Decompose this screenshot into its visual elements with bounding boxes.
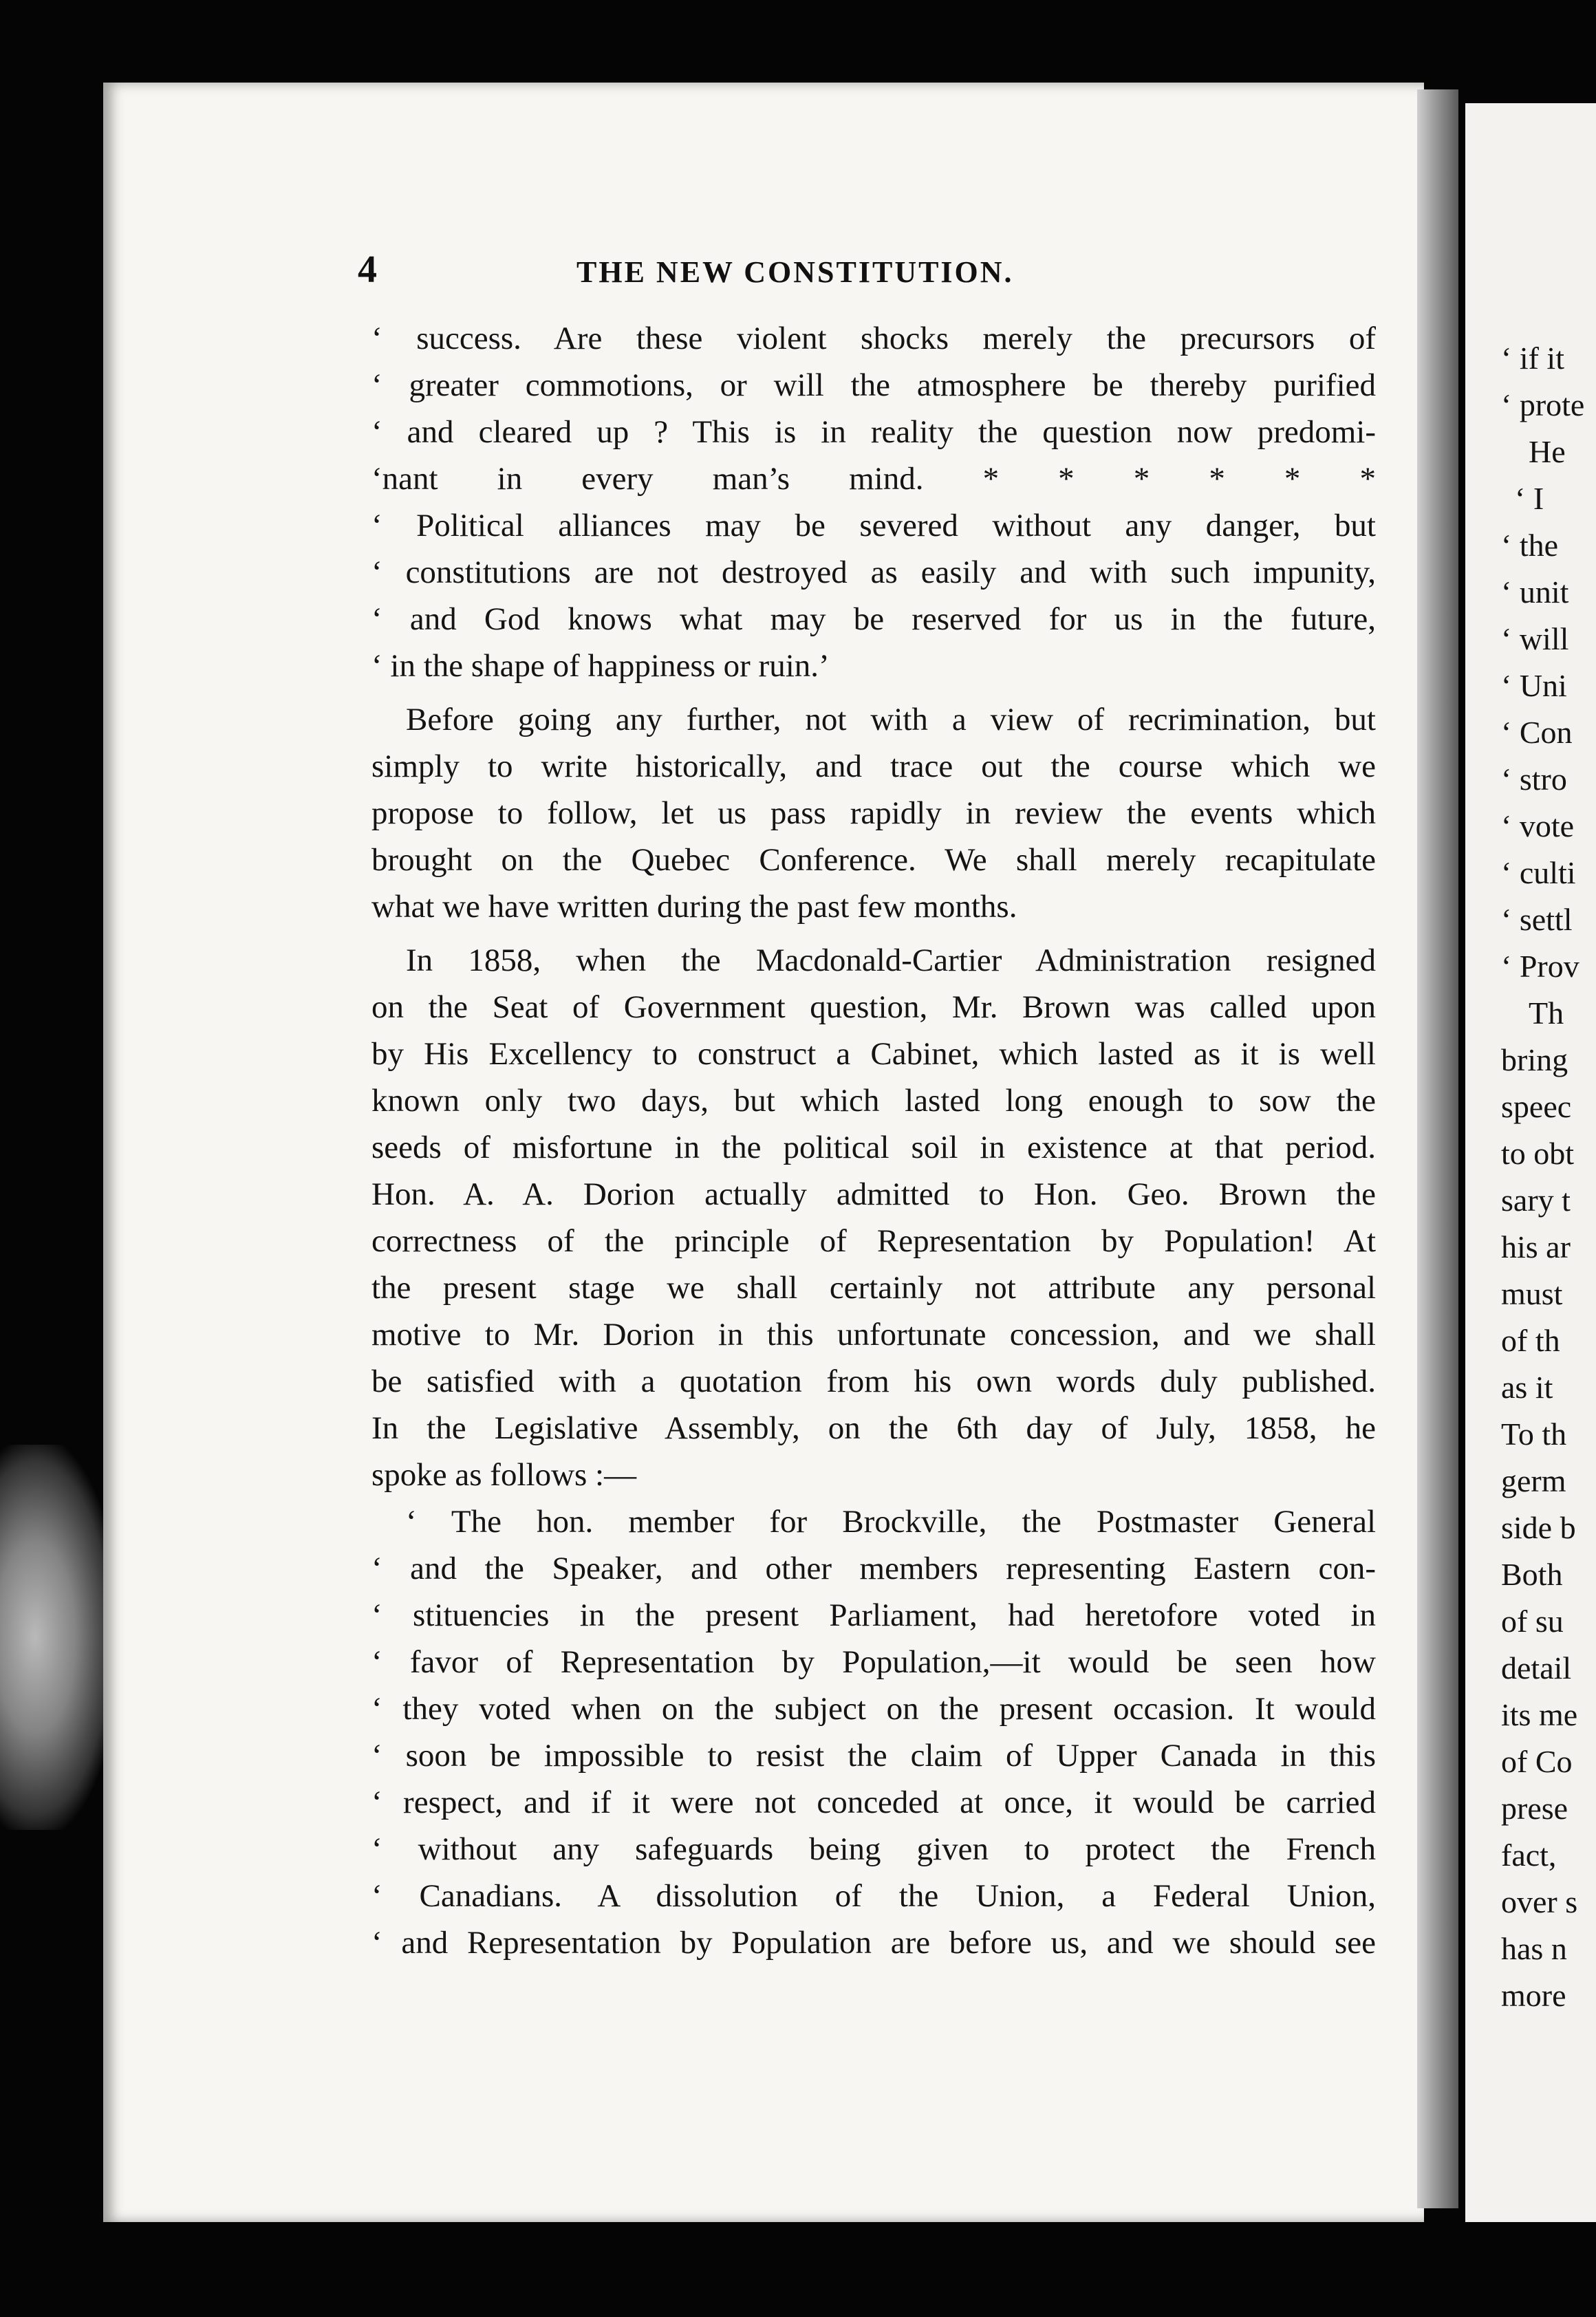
right-text-line: of su [1501,1604,1564,1639]
right-text-line: ‘ Uni [1501,668,1567,703]
text-line: ‘ The hon. member for Brockville, the Postmaster General [406,1504,1376,1540]
text-line: correctness of the principle of Representation by Population! At [371,1223,1376,1259]
text-line: the present stage we shall certainly not attribute any personal [371,1270,1376,1306]
right-text-line: prese [1501,1791,1568,1826]
right-text-line: ‘ I [1515,481,1544,516]
right-text-line: ‘ settl [1501,902,1573,937]
right-text-line: bring [1501,1042,1568,1077]
page-header [358,248,1403,292]
right-text-line: To th [1501,1416,1567,1452]
right-text-line: fact, [1501,1838,1557,1873]
text-line: ‘ constitutions are not destroyed as easily and with such impunity, [371,554,1376,590]
text-line: spoke as follows :— [371,1457,637,1493]
right-text-line: germ [1501,1463,1566,1498]
right-text-line: detail [1501,1650,1572,1685]
right-text-line: has n [1501,1931,1567,1966]
text-line: In the Legislative Assembly, on the 6th day of July, 1858, he [371,1410,1376,1446]
text-line: ‘ soon be impossible to resist the claim of Upper Canada in this [371,1738,1376,1774]
text-line: ‘ success. Are these violent shocks merely the precursors of [371,321,1376,356]
running-title: THE NEW CONSTITUTION. [576,255,1014,289]
text-line: ‘ and the Speaker, and other members representing Eastern con- [371,1551,1376,1586]
text-line: ‘ Canadians. A dissolution of the Union, a Federal Union, [371,1878,1376,1914]
text-line: ‘ they voted when on the subject on the present occasion. It would [371,1691,1376,1727]
right-text-line: ‘ Prov [1501,949,1579,984]
right-text-line: ‘ will [1501,621,1569,656]
right-page-text [1501,335,1596,2019]
right-text-line: ‘ unit [1501,574,1569,610]
text-line: ‘ and Representation by Population are before us, and we should see [371,1925,1376,1961]
text-line: seeds of misfortune in the political soil in existence at that period. [371,1130,1376,1165]
text-line: what we have written during the past few months. [371,889,1017,925]
text-line: ‘nant in every man’s mind. * * * * * * [371,461,1376,497]
right-text-line: ‘ if it [1501,341,1564,376]
text-line: known only two days, but which lasted long enough to sow the [371,1083,1376,1119]
right-text-line: Both [1501,1557,1563,1592]
right-text-line: ‘ Con [1501,715,1573,750]
text-line: ‘ and God knows what may be reserved for us in the future, [371,601,1376,637]
text-line: ‘ respect, and if it were not conceded at once, it would be carried [371,1785,1376,1820]
right-text-line: ‘ stro [1501,762,1567,797]
text-line: propose to follow, let us pass rapidly in review the events which [371,795,1376,831]
page-gutter-edge [1417,89,1458,2208]
right-text-line: ‘ prote [1501,387,1585,422]
text-line: simply to write historically, and trace out the course which we [371,748,1376,784]
text-line: ‘ without any safeguards being given to protect the French [371,1831,1376,1867]
text-line: by His Excellency to construct a Cabinet, which lasted as it is well [371,1036,1376,1072]
page-number: 4 [358,248,377,291]
text-line: ‘ favor of Representation by Population,—it would be seen how [371,1644,1376,1680]
right-text-line: as it [1501,1370,1553,1405]
right-text-line: must [1501,1276,1563,1311]
text-line: brought on the Quebec Conference. We shall merely recapitulate [371,842,1376,878]
right-text-line: Th [1529,995,1564,1031]
text-line: Before going any further, not with a view of recrimination, but [406,702,1376,737]
text-line: ‘ stituencies in the present Parliament, had heretofore voted in [371,1597,1376,1633]
text-line: ‘ and cleared up ? This is in reality the question now predomi- [371,414,1376,450]
body-text [371,315,1376,1966]
right-text-line: its me [1501,1697,1578,1732]
right-text-line: ‘ vote [1501,808,1575,843]
text-line: be satisfied with a quotation from his own words duly published. [371,1364,1376,1399]
text-line: Hon. A. A. Dorion actually admitted to Hon. Geo. Brown the [371,1176,1376,1212]
right-text-line: ‘ the [1501,528,1559,563]
text-line: ‘ greater commotions, or will the atmosphere be thereby purified [371,367,1376,403]
right-text-line: over s [1501,1884,1578,1919]
right-text-line: of th [1501,1323,1560,1358]
right-text-line: He [1529,434,1566,469]
text-line: ‘ Political alliances may be severed without any danger, but [371,508,1376,543]
right-text-line: side b [1501,1510,1576,1545]
right-text-line: ‘ culti [1501,855,1576,890]
right-text-line: to obt [1501,1136,1575,1171]
text-line: In 1858, when the Macdonald-Cartier Administration resigned [406,942,1376,978]
text-line: on the Seat of Government question, Mr. Brown was called upon [371,989,1376,1025]
right-text-line: his ar [1501,1229,1571,1264]
right-text-line: more [1501,1978,1566,2013]
right-text-line: of Co [1501,1744,1573,1779]
text-line: ‘ in the shape of happiness or ruin.’ [371,648,830,684]
text-line: motive to Mr. Dorion in this unfortunate concession, and we shall [371,1317,1376,1353]
page-stain [0,1445,117,1830]
right-text-line: speec [1501,1089,1572,1124]
right-text-line: sary t [1501,1183,1571,1218]
